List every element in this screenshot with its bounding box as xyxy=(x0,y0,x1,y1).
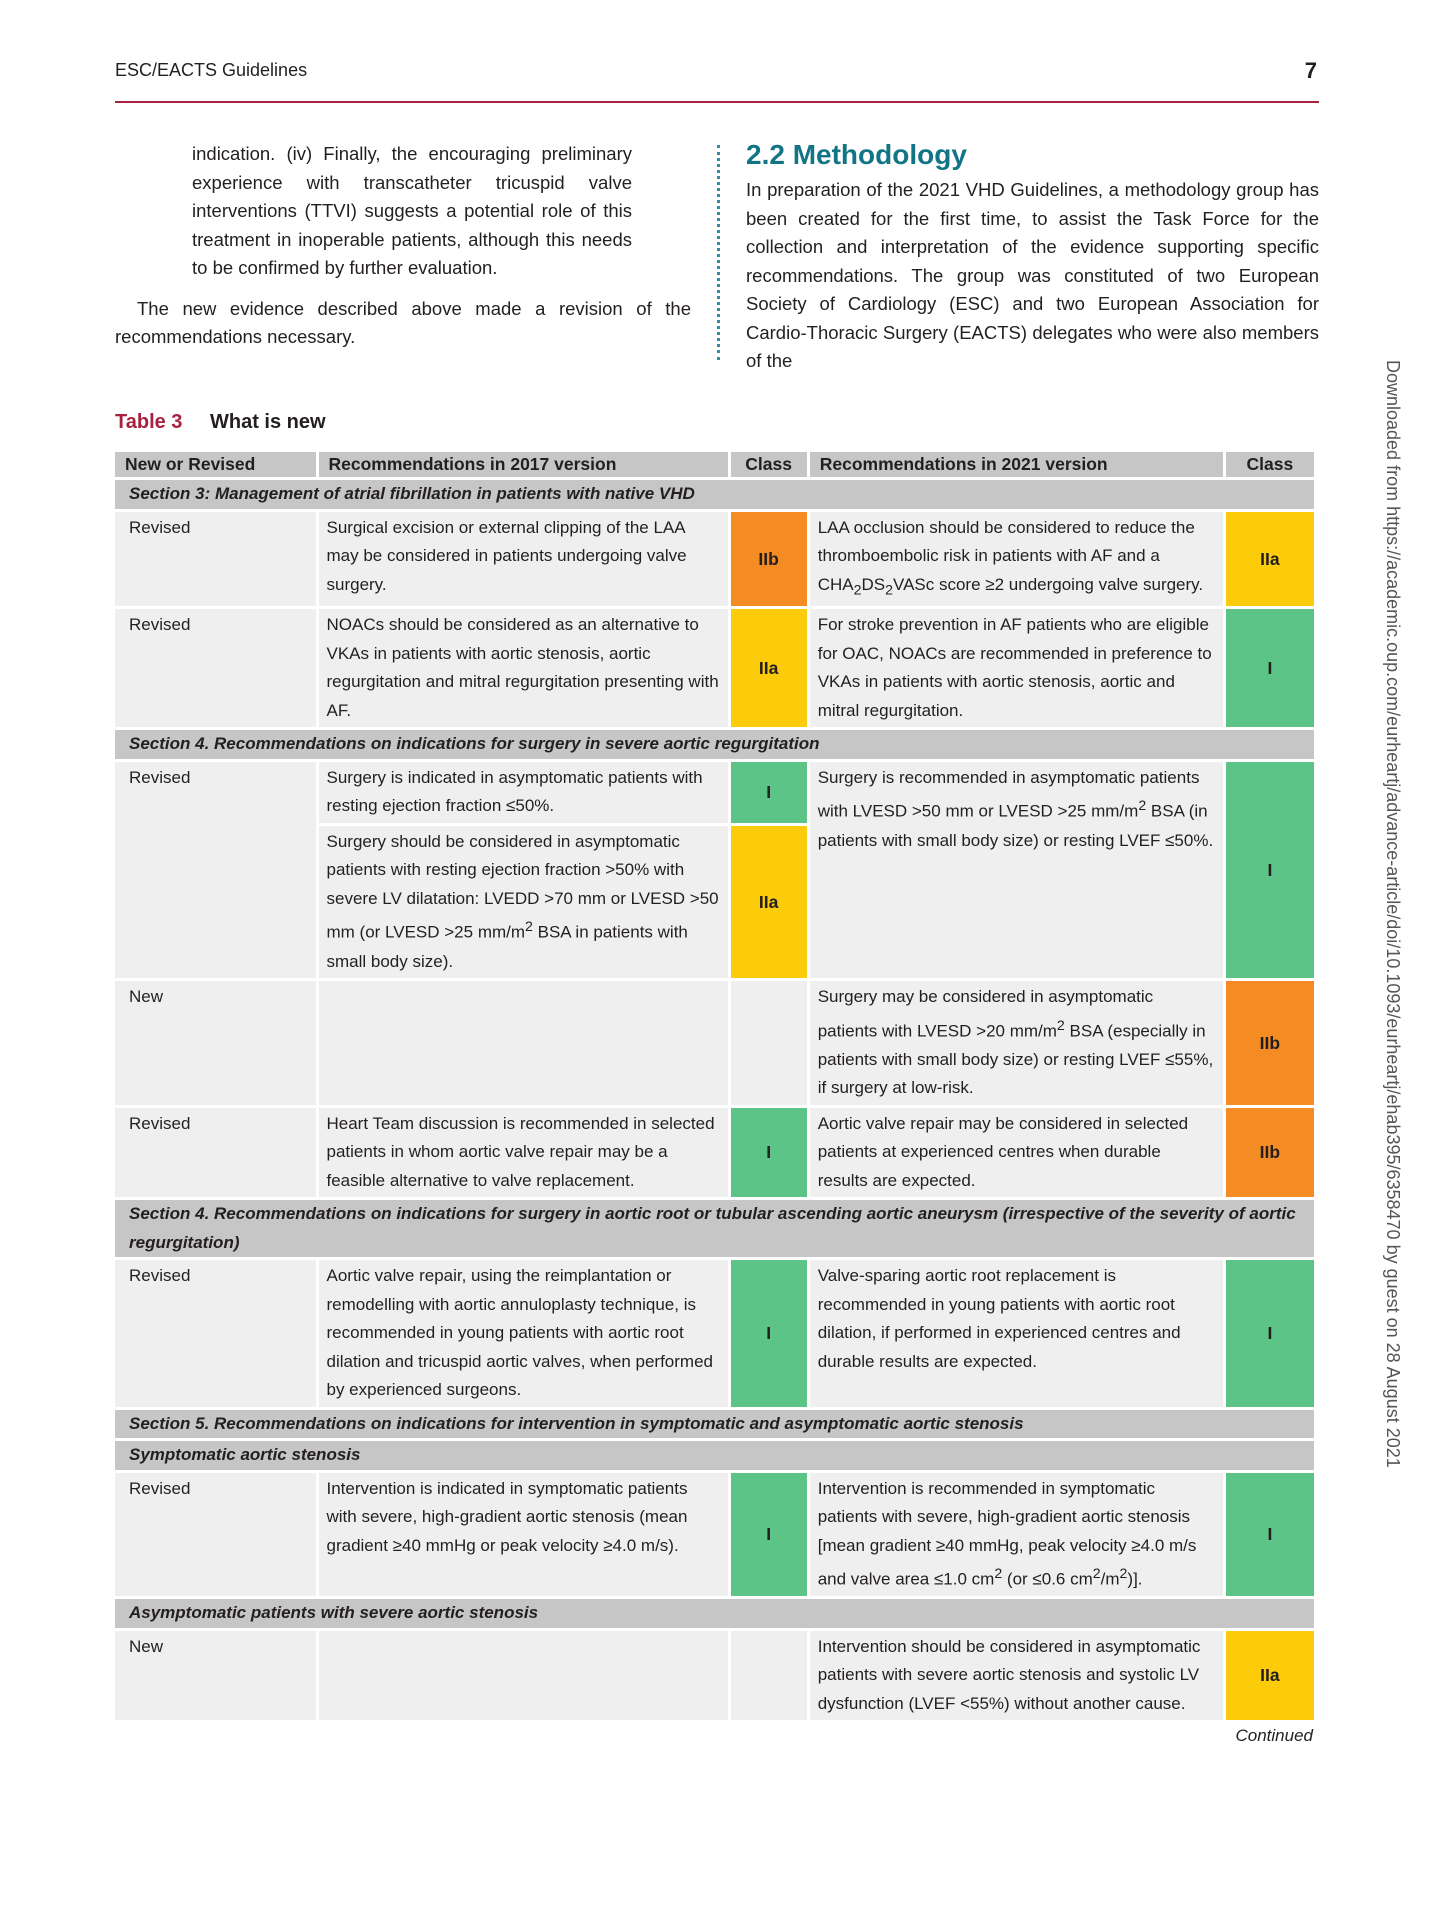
section-row xyxy=(115,730,1314,759)
new-class-badge: I xyxy=(1226,1260,1314,1407)
download-note xyxy=(1383,360,1403,1560)
new-class-badge: IIa xyxy=(1226,1631,1314,1721)
old-recommendation-empty xyxy=(319,981,728,1105)
old-class-badge: I xyxy=(731,1260,807,1407)
table-caption xyxy=(115,411,326,434)
continued-note: Continued xyxy=(1235,1726,1313,1745)
section-row xyxy=(115,1410,1314,1439)
new-class-badge: IIa xyxy=(1226,512,1314,607)
new-class-badge: IIb xyxy=(1226,981,1314,1105)
subsection-row xyxy=(115,1599,1314,1628)
right-column xyxy=(746,138,1319,376)
new-class-badge: I xyxy=(1226,762,1314,978)
new-recommendation: Intervention is recommended in symptomatic patients with severe, high-gradient aortic stenosis [mean gradient ≥40 mmHg, peak velocity ≥4.0 m/s and valve area ≤1.0 $cm^2$ (or ≤0.6 $cm^2/m^2$)]. xyxy=(810,1473,1223,1597)
row-type: Revised xyxy=(115,762,316,978)
row-type: Revised xyxy=(115,1260,316,1407)
table-row xyxy=(115,1631,1314,1721)
subsection-title: Symptomatic aortic stenosis xyxy=(115,1441,1314,1470)
old-recommendation: Heart Team discussion is recommended in selected patients in whom aortic valve repair may be a feasible alternative to valve replacement. xyxy=(319,1108,728,1198)
table-row xyxy=(115,981,1314,1105)
new-recommendation: Intervention should be considered in asymptomatic patients with severe aortic stenosis and systolic LV dysfunction (LVEF <55%) without another cause. xyxy=(810,1631,1223,1721)
whats-new-table xyxy=(112,449,1317,1723)
indented-paragraph: indication. (iv) Finally, the encouraging preliminary experience with transcatheter tricuspid valve interventions (TTVI) suggests a potential role of this treatment in inoperable patients, although this needs to be confirmed by further evaluation. xyxy=(192,143,632,278)
old-recommendation-empty xyxy=(319,1631,728,1721)
row-type: Revised xyxy=(115,609,316,727)
new-class-badge: I xyxy=(1226,609,1314,727)
header-class-2021: Class xyxy=(1226,452,1314,477)
header-2021: Recommendations in 2021 version xyxy=(810,452,1223,477)
new-class-badge: IIb xyxy=(1226,1108,1314,1198)
old-recommendation: Surgery should be considered in asymptomatic patients with resting ejection fraction >50% with severe LV dilatation: LVEDD >70 mm or LVESD >50 mm (or LVESD >25 $mm/m^2$ BSA in patients with small body size). xyxy=(319,826,728,978)
row-type: Revised xyxy=(115,1473,316,1597)
download-note-text: Downloaded from https://academic.oup.com/eurheartj/advance-article/doi/10.1093/eurheartj/ehab395/6358470 by guest on 28 August 2021 xyxy=(1383,360,1403,1468)
header-2017: Recommendations in 2017 version xyxy=(319,452,728,477)
subsection-title: Asymptomatic patients with severe aortic stenosis xyxy=(115,1599,1314,1628)
old-recommendation: Intervention is indicated in symptomatic patients with severe, high-gradient aortic stenosis (mean gradient ≥40 mmHg or peak velocity ≥4.0 m/s). xyxy=(319,1473,728,1597)
new-recommendation: Valve-sparing aortic root replacement is recommended in young patients with aortic root dilation, if performed in experienced centres and durable results are expected. xyxy=(810,1260,1223,1407)
column-divider xyxy=(717,145,720,360)
table-row xyxy=(115,609,1314,727)
row-type: New xyxy=(115,981,316,1105)
old-class-badge: IIb xyxy=(731,512,807,607)
table-header-row xyxy=(115,452,1314,477)
table-row xyxy=(115,1108,1314,1198)
header-new-or-revised: New or Revised xyxy=(115,452,316,477)
subsection-row xyxy=(115,1441,1314,1470)
section-heading: 2.2 Methodology xyxy=(746,139,967,170)
row-type: Revised xyxy=(115,512,316,607)
body-paragraph: The new evidence described above made a revision of the recommendations necessary. xyxy=(115,297,691,347)
section-row xyxy=(115,1200,1314,1257)
table-row xyxy=(115,1260,1314,1407)
old-recommendation: Surgical excision or external clipping of the LAA may be considered in patients undergoing valve surgery. xyxy=(319,512,728,607)
new-recommendation: LAA occlusion should be considered to reduce the thromboembolic risk in patients with AF and a $CHA_2DS_2VASc$ score ≥2 undergoing valve surgery. xyxy=(810,512,1223,607)
table-row xyxy=(115,512,1314,607)
old-class-badge: I xyxy=(731,1108,807,1198)
new-recommendation: Surgery is recommended in asymptomatic patients with LVESD >50 mm or LVESD >25 $mm/m^2$ BSA (in patients with small body size) or resting LVEF ≤50%. xyxy=(810,762,1223,978)
table-row xyxy=(115,762,1314,823)
old-recommendation: NOACs should be considered as an alternative to VKAs in patients with aortic stenosis, aortic regurgitation and mitral regurgitation presenting with AF. xyxy=(319,609,728,727)
section-title: Section 4. Recommendations on indications for surgery in aortic root or tubular ascending aortic aneurysm (irrespective of the severity of aortic regurgitation) xyxy=(115,1200,1314,1257)
left-column xyxy=(115,140,691,352)
old-class-empty xyxy=(731,981,807,1105)
new-class-badge: I xyxy=(1226,1473,1314,1597)
table-title: What is new xyxy=(210,411,326,433)
old-class-badge: IIa xyxy=(731,826,807,978)
old-recommendation: Aortic valve repair, using the reimplantation or remodelling with aortic annuloplasty technique, is recommended in young patients with aortic root dilation and tricuspid aortic valves, when performed by experienced surgeons. xyxy=(319,1260,728,1407)
methodology-paragraph: In preparation of the 2021 VHD Guidelines, a methodology group has been created for the first time, to assist the Task Force for the collection and interpretation of the evidence supporting specific recommendations. The group was constituted of two European Society of Cardiology (ESC) and two European Association for Cardio-Thoracic Surgery (EACTS) delegates who were also members of the xyxy=(746,179,1319,371)
header-rule xyxy=(115,101,1319,103)
header-class-2017: Class xyxy=(731,452,807,477)
row-type: Revised xyxy=(115,1108,316,1198)
table-label: Table 3 xyxy=(115,411,183,433)
row-type: New xyxy=(115,1631,316,1721)
running-title: ESC/EACTS Guidelines xyxy=(115,60,308,80)
old-recommendation: Surgery is indicated in asymptomatic patients with resting ejection fraction ≤50%. xyxy=(319,762,728,823)
section-row xyxy=(115,480,1314,509)
new-recommendation: Aortic valve repair may be considered in selected patients at experienced centres when durable results are expected. xyxy=(810,1108,1223,1198)
new-recommendation: For stroke prevention in AF patients who are eligible for OAC, NOACs are recommended in preference to VKAs in patients with aortic stenosis, aortic and mitral regurgitation. xyxy=(810,609,1223,727)
old-class-badge: I xyxy=(731,1473,807,1597)
section-title: Section 3: Management of atrial fibrillation in patients with native VHD xyxy=(115,480,1314,509)
old-class-badge: IIa xyxy=(731,609,807,727)
section-title: Section 4. Recommendations on indications for surgery in severe aortic regurgitation xyxy=(115,730,1314,759)
old-class-empty xyxy=(731,1631,807,1721)
table-row xyxy=(115,1473,1314,1597)
new-recommendation: Surgery may be considered in asymptomatic patients with LVESD >20 $mm/m^2$ BSA (especially in patients with small body size) or resting LVEF ≤55%, if surgery at low-risk. xyxy=(810,981,1223,1105)
page-number: 7 xyxy=(1304,58,1317,83)
section-title: Section 5. Recommendations on indications for intervention in symptomatic and asymptomatic aortic stenosis xyxy=(115,1410,1314,1439)
old-class-badge: I xyxy=(731,762,807,823)
